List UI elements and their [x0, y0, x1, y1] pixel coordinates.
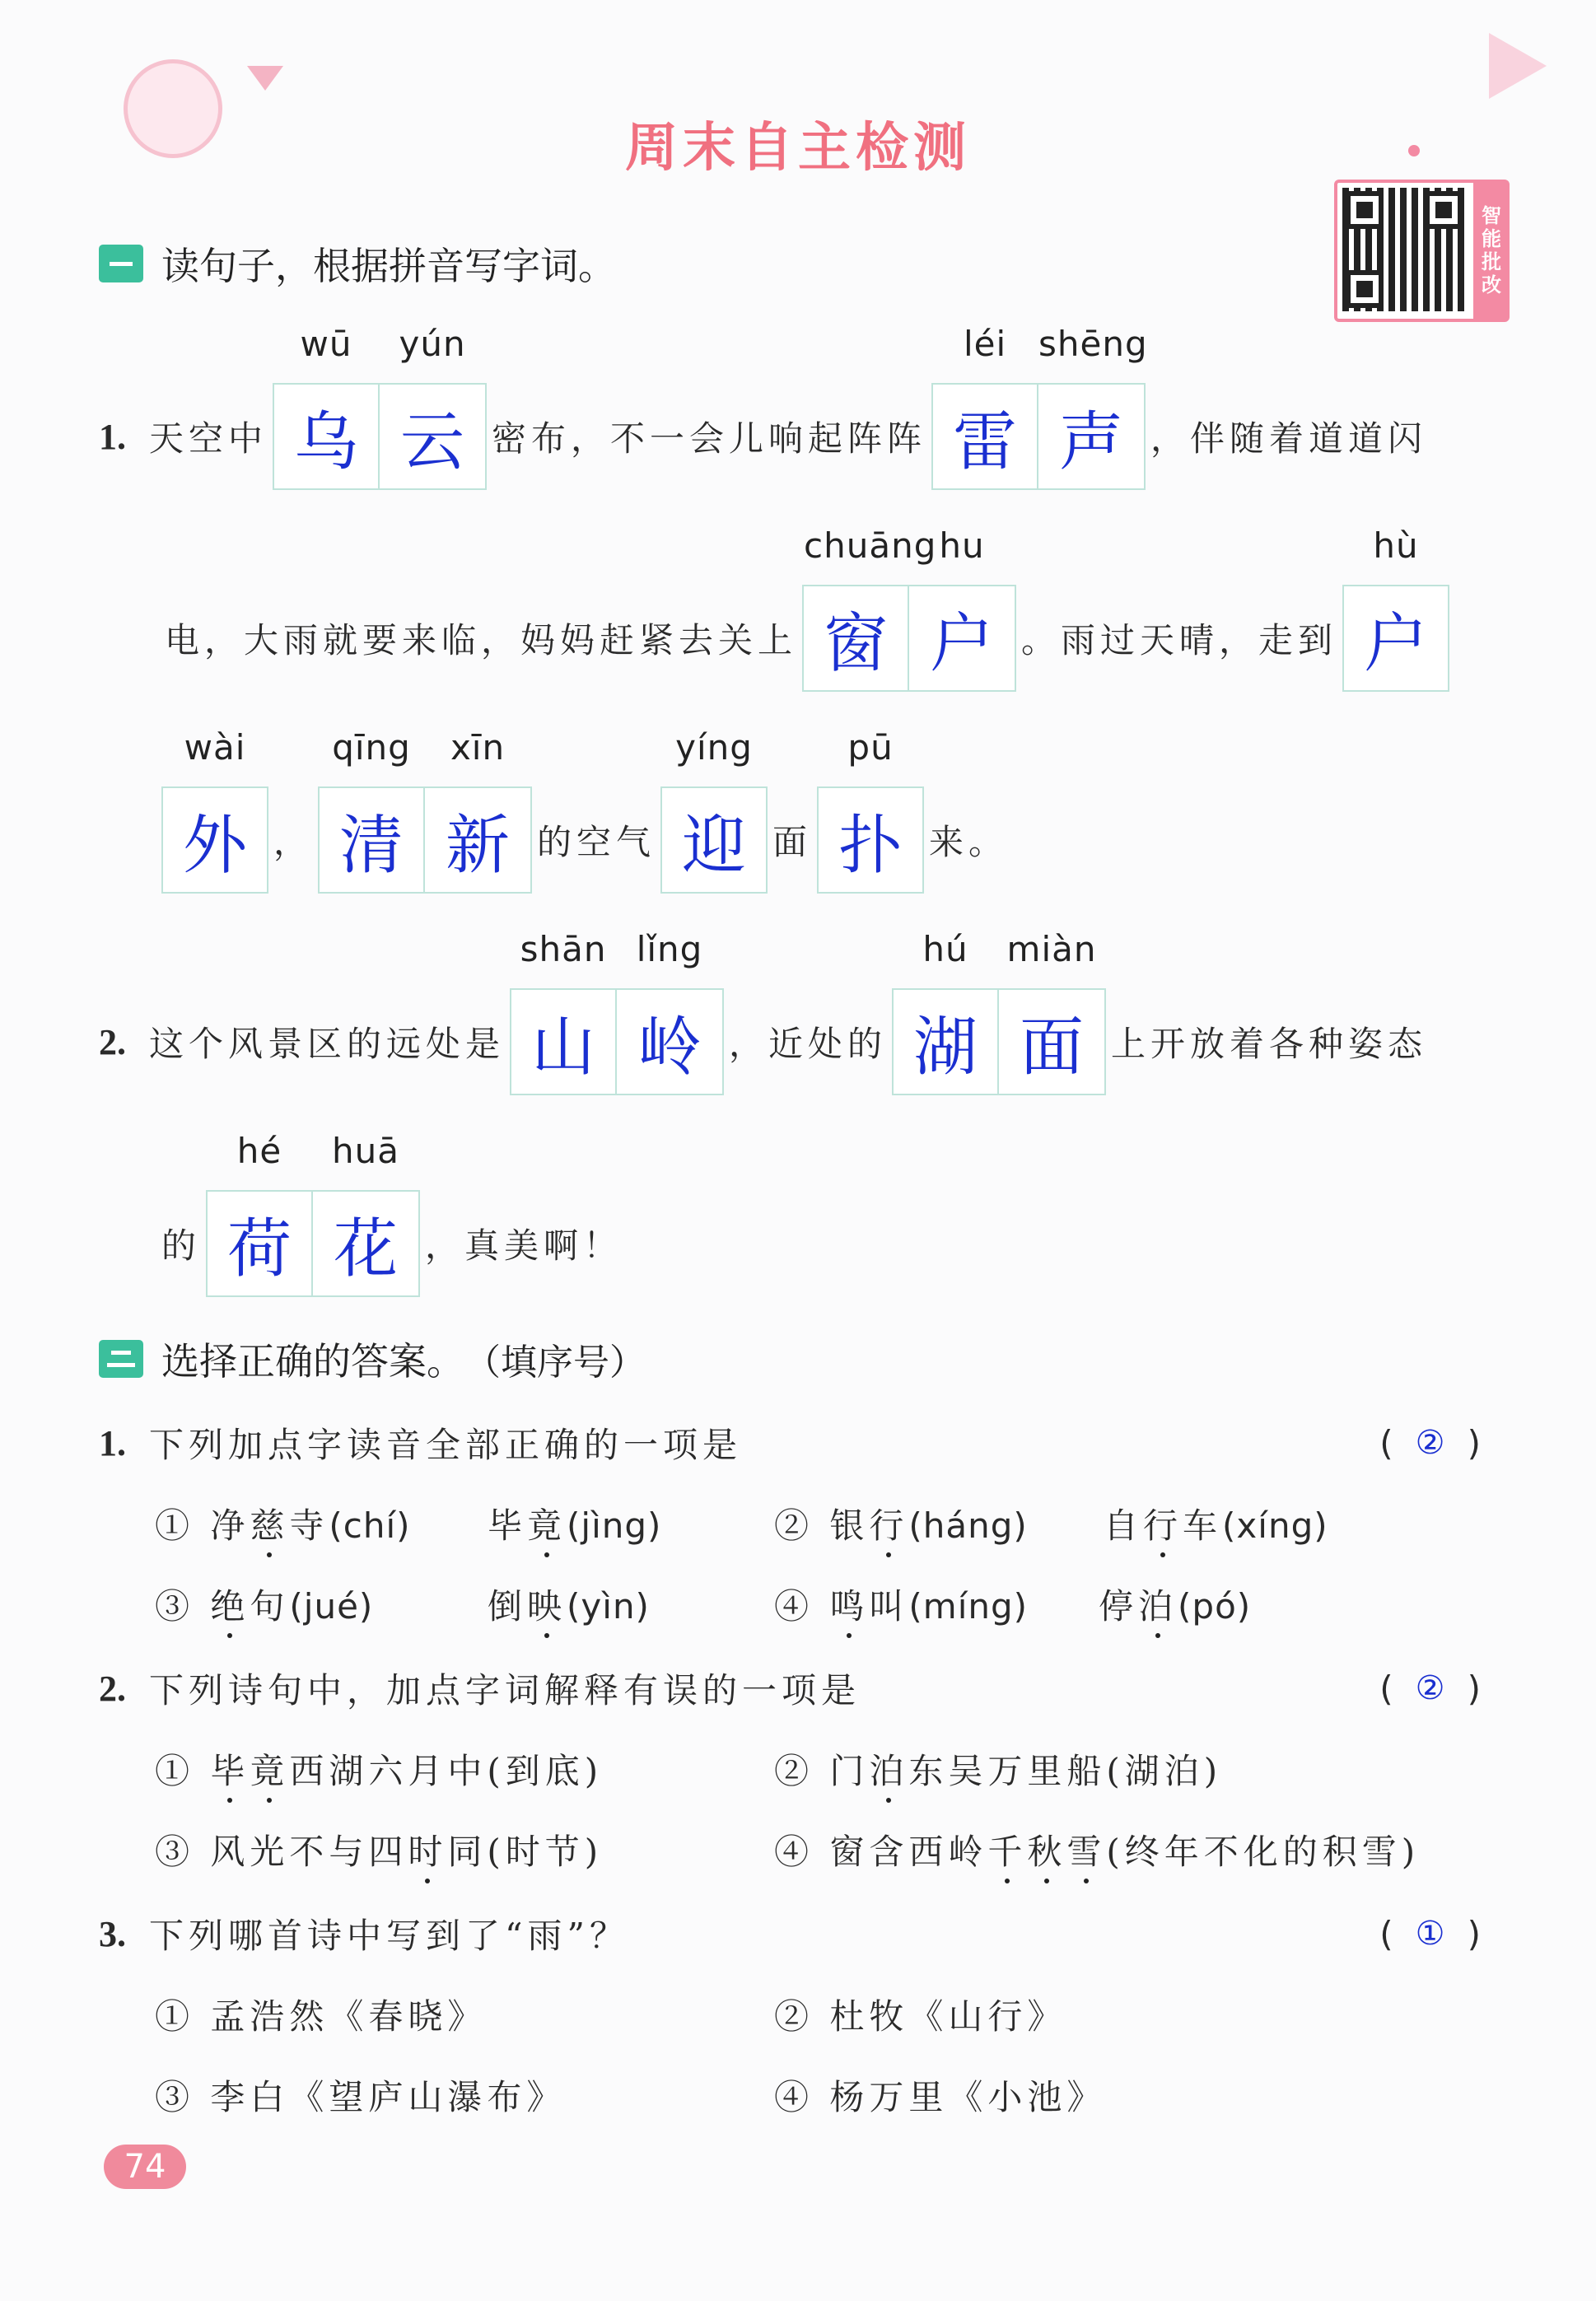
pinyin: wài: [184, 727, 246, 768]
decorative-triangle: [247, 66, 283, 91]
sentence-text: 来。: [929, 822, 1009, 862]
answer-cell[interactable]: [909, 525, 1016, 692]
sentence-text: ，近处的: [729, 1024, 888, 1064]
answer-cell[interactable]: [999, 929, 1106, 1095]
answer-char: 清: [339, 809, 404, 883]
answer-cell[interactable]: [1342, 525, 1449, 692]
pinyin: shēng: [1038, 324, 1148, 364]
sentence-text: 的空气: [537, 822, 656, 862]
option-text: 李白《望庐山瀑布》: [210, 2077, 567, 2117]
answer-box-hu[interactable]: [1342, 525, 1449, 692]
option-marker: ②: [774, 1505, 814, 1546]
selected-answer: ①: [1415, 1915, 1445, 1953]
answer-char: 窗: [824, 607, 889, 681]
pinyin: yíng: [675, 727, 753, 768]
section-2-header: [99, 1334, 646, 1384]
option-marker: ①: [155, 1751, 195, 1791]
pinyin: qīng: [332, 727, 411, 768]
option-2-1: ① 毕竟西湖六月中(到底): [155, 1751, 604, 1791]
pinyin: xīn: [450, 727, 506, 768]
section-2-badge: [99, 1340, 143, 1378]
answer-char: 云: [400, 405, 465, 479]
paren-close: ): [1467, 1668, 1481, 1709]
option-1-3b: 倒映(yìn): [488, 1586, 650, 1627]
option-3-1: [155, 1990, 487, 2039]
option-1-1: ① 净慈寺(chí): [155, 1505, 411, 1546]
sentence-text: 。雨过天晴，走到: [1021, 620, 1338, 660]
page-number: 74: [104, 2145, 186, 2189]
question-number: 2.: [99, 1668, 126, 1709]
paren-open: (: [1379, 1668, 1393, 1709]
answer-box-chuanghu[interactable]: [802, 525, 1016, 692]
mc-question-2: [99, 1664, 1481, 1713]
s1-q1-line2: [165, 525, 1454, 692]
question-stem: 下列哪首诗中写到了“雨”？: [149, 1916, 629, 1956]
pinyin: léi: [963, 324, 1007, 364]
mc-question-3: [99, 1909, 1481, 1958]
section-1-label: 读句子，根据拼音写字词。: [161, 244, 616, 288]
option-1-2b: 自行车(xíng): [1104, 1505, 1328, 1546]
answer-cell[interactable]: [617, 929, 724, 1095]
pinyin: pū: [847, 727, 894, 768]
answer-char: 湖: [913, 1010, 978, 1085]
pinyin: lǐng: [636, 929, 703, 969]
paren-close: ): [1467, 1913, 1481, 1954]
answer-cell[interactable]: [817, 727, 924, 894]
sentence-text: 这个风景区的远处是: [149, 1024, 506, 1064]
sentence-text: ，: [273, 822, 314, 862]
pinyin: huā: [332, 1131, 399, 1171]
sentence-text: 面: [772, 822, 813, 862]
selected-answer: ②: [1415, 1424, 1445, 1462]
answer-char: 山: [531, 1010, 596, 1085]
answer-bracket[interactable]: [1379, 1914, 1481, 1954]
option-1-4b: 停泊(pó): [1099, 1586, 1252, 1627]
question-number: 1.: [99, 416, 126, 457]
answer-char: 花: [334, 1212, 399, 1286]
qr-tag-label: 智能批改: [1473, 183, 1506, 319]
pinyin: hù: [1373, 525, 1419, 566]
answer-box-ying[interactable]: [660, 727, 768, 894]
answer-box-leisheng[interactable]: [931, 324, 1148, 490]
answer-char: 声: [1059, 405, 1124, 479]
qr-code-icon: [1342, 188, 1466, 311]
answer-char: 外: [182, 809, 247, 883]
option-marker: ③: [155, 2077, 195, 2117]
pinyin: wū: [300, 324, 352, 364]
option-marker: ④: [774, 1832, 814, 1872]
sentence-text: 的: [161, 1225, 202, 1266]
qr-finder: [1425, 191, 1463, 229]
answer-bracket[interactable]: [1379, 1423, 1481, 1463]
option-text: 杨万里《小池》: [829, 2077, 1107, 2117]
qr-hanger: [1408, 145, 1420, 156]
answer-char: 乌: [294, 405, 359, 479]
answer-cell[interactable]: [802, 525, 937, 692]
answer-box-shanling[interactable]: [510, 929, 724, 1095]
paren-open: (: [1379, 1913, 1393, 1954]
s1-q1-line1: [99, 324, 1428, 490]
answer-box-wai[interactable]: [161, 727, 268, 894]
answer-cell[interactable]: [931, 324, 1038, 490]
mc-question-1: [99, 1418, 1481, 1468]
sentence-text: ，伴随着道道闪: [1150, 418, 1428, 459]
answer-char: 户: [930, 607, 995, 681]
qr-code-card[interactable]: [1334, 180, 1510, 322]
answer-char: 岭: [637, 1010, 702, 1085]
paren-close: ): [1467, 1422, 1481, 1463]
pinyin: hu: [939, 525, 985, 566]
section-2-sublabel: （填序号）: [464, 1342, 646, 1384]
pinyin: yún: [399, 324, 466, 364]
pinyin: hú: [922, 929, 968, 969]
answer-bracket[interactable]: [1379, 1669, 1481, 1709]
option-3-4: [774, 2070, 1106, 2120]
sentence-text: 上开放着各种姿态: [1111, 1024, 1428, 1064]
option-text: 杜牧《山行》: [829, 1996, 1067, 2037]
paren-open: (: [1379, 1422, 1393, 1463]
answer-cell[interactable]: [313, 1131, 420, 1297]
option-3-2: [774, 1990, 1066, 2039]
s1-q2-line1: [99, 929, 1428, 1095]
answer-cell[interactable]: [425, 727, 532, 894]
answer-cell[interactable]: [1038, 324, 1148, 490]
answer-box-humian[interactable]: [892, 929, 1106, 1095]
option-marker: ①: [155, 1505, 195, 1546]
answer-cell[interactable]: [273, 324, 380, 490]
sentence-text: 电，大雨就要来临，妈妈赶紧去关上: [165, 620, 798, 660]
pinyin: chuāng: [804, 525, 937, 566]
option-2-2: ② 门泊东吴万里船(湖泊): [774, 1751, 1223, 1791]
answer-cell[interactable]: [161, 727, 268, 894]
answer-char: 迎: [682, 809, 747, 883]
option-1-1b: 毕竟(jìng): [488, 1505, 662, 1546]
question-stem: 下列加点字读音全部正确的一项是: [149, 1425, 743, 1465]
answer-char: 面: [1020, 1010, 1085, 1085]
question-number: 2.: [99, 1021, 126, 1062]
pinyin: hé: [236, 1131, 282, 1171]
answer-char: 户: [1364, 607, 1429, 681]
option-marker: ④: [774, 2077, 814, 2117]
answer-cell[interactable]: [660, 727, 768, 894]
answer-box-hehua[interactable]: [206, 1131, 420, 1297]
pinyin: shān: [520, 929, 607, 969]
option-marker: ②: [774, 1996, 814, 2037]
qr-finder: [1346, 270, 1384, 308]
option-1-3: ③ 绝句(jué): [155, 1586, 374, 1627]
option-text: 孟浩然《春晓》: [210, 1996, 488, 2037]
option-2-4: ④ 窗含西岭千秋雪(终年不化的积雪): [774, 1832, 1421, 1872]
answer-cell[interactable]: [892, 929, 999, 1095]
s1-q1-line3: [156, 727, 1009, 894]
option-marker: ①: [155, 1996, 195, 2037]
qr-finder: [1346, 191, 1384, 229]
option-2-3: ③ 风光不与四时同(时节): [155, 1832, 604, 1872]
answer-box-qingxin[interactable]: [318, 727, 532, 894]
option-1-4: ④ 鸣叫(míng): [774, 1586, 1029, 1627]
section-1-header: [99, 239, 616, 288]
sentence-text: ，真美啊！: [425, 1225, 623, 1266]
pinyin: miàn: [1006, 929, 1097, 969]
answer-box-wuyun[interactable]: [273, 324, 487, 490]
answer-char: 新: [446, 809, 511, 883]
s1-q2-line2: [161, 1131, 623, 1297]
decorative-triangle: [1489, 33, 1547, 99]
answer-cell[interactable]: [380, 324, 487, 490]
answer-cell[interactable]: [206, 1131, 313, 1297]
option-marker: ②: [774, 1751, 814, 1791]
question-stem: 下列诗句中，加点字词解释有误的一项是: [149, 1670, 861, 1711]
option-1-2: ② 银行(háng): [774, 1505, 1028, 1546]
option-marker: ③: [155, 1586, 195, 1627]
sentence-text: 天空中: [149, 418, 268, 459]
answer-box-pu[interactable]: [817, 727, 924, 894]
sentence-text: 密布，不一会儿响起阵阵: [492, 418, 927, 459]
section-1-badge: [99, 245, 143, 282]
option-marker: ④: [774, 1586, 814, 1627]
answer-char: 雷: [953, 405, 1018, 479]
section-2-label: 选择正确的答案。: [161, 1339, 464, 1384]
answer-cell[interactable]: [318, 727, 425, 894]
answer-char: 扑: [838, 809, 903, 883]
option-3-3: [155, 2070, 566, 2120]
page-title: 周末自主检测: [625, 118, 971, 179]
selected-answer: ②: [1415, 1669, 1445, 1707]
answer-char: 荷: [227, 1212, 292, 1286]
question-number: 3.: [99, 1913, 126, 1954]
answer-cell[interactable]: [510, 929, 617, 1095]
option-marker: ③: [155, 1832, 195, 1872]
question-number: 1.: [99, 1422, 126, 1463]
